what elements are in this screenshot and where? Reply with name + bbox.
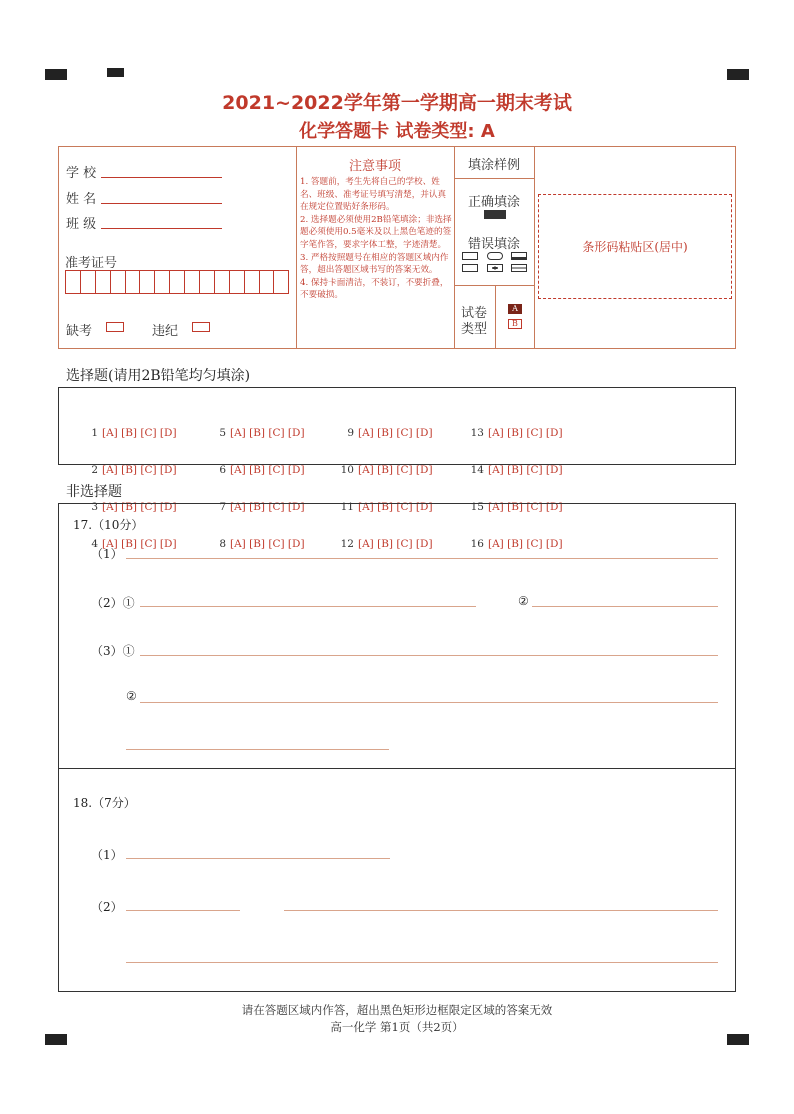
paper-type-a-option[interactable]: A	[508, 304, 522, 314]
mc-row[interactable]: 13 [A] [B] [C] [D]	[470, 426, 563, 439]
alignment-marker-top-right	[727, 69, 749, 80]
mc-row[interactable]: 6 [A] [B] [C] [D]	[219, 464, 305, 477]
school-field[interactable]	[101, 177, 222, 178]
nonmc-section-title: 非选择题	[66, 484, 122, 500]
school-label: 学 校	[66, 166, 97, 181]
q18-part2a-answer-line[interactable]	[126, 910, 240, 911]
name-field[interactable]	[101, 203, 222, 204]
fill-example-title: 填涂样例	[468, 158, 521, 173]
mc-row[interactable]: 1 [A] [B] [C] [D]	[91, 426, 177, 439]
name-label: 姓 名	[66, 192, 97, 207]
footer-page-number: 高一化学 第1页（共2页）	[330, 1020, 464, 1034]
mc-row[interactable]: 2 [A] [B] [C] [D]	[91, 464, 177, 477]
violation-label: 违纪	[152, 324, 179, 339]
q17-part3b-label: ②	[126, 689, 137, 703]
class-field[interactable]	[101, 228, 222, 229]
barcode-area	[538, 194, 732, 299]
mc-row[interactable]: 14 [A] [B] [C] [D]	[470, 464, 563, 477]
notice-item: 4. 保持卡面清洁，不装订，不要折叠，不要破损。	[300, 277, 449, 301]
mc-row[interactable]: 16 [A] [B] [C] [D]	[470, 538, 563, 551]
q17-part2a-answer-line[interactable]	[140, 606, 476, 607]
q18-part1-label: （1）	[91, 848, 123, 862]
mc-section-title: 选择题(请用2B铅笔均匀填涂)	[66, 368, 251, 384]
barcode-label: 条形码粘贴区(居中)	[582, 240, 688, 254]
q17-part2-label: （2）①	[91, 596, 135, 610]
wrong-fill-circle-icon	[487, 252, 503, 260]
mc-row[interactable]: 12 [A] [B] [C] [D]	[340, 538, 433, 551]
paper-type-label-2: 类型	[461, 322, 488, 337]
mc-row[interactable]: 7 [A] [B] [C] [D]	[219, 501, 305, 514]
mc-row[interactable]: 4 [A] [B] [C] [D]	[91, 538, 177, 551]
notice-item: 1. 答题前，考生先将自己的学校、姓名、班级、准考证号填写清楚，并认真在规定位置贴好条形码。	[300, 177, 447, 213]
q17-answer-box	[58, 503, 736, 769]
divider	[534, 146, 535, 349]
q18-heading: 18.（7分）	[73, 796, 136, 810]
q17-part3a-answer-line[interactable]	[140, 655, 718, 656]
exam-title: 2021~2022学年第一学期高一期末考试	[222, 92, 572, 114]
paper-type-b-option[interactable]: B	[508, 319, 522, 329]
mc-row[interactable]: 11 [A] [B] [C] [D]	[340, 501, 433, 514]
q17-part3c-answer-line[interactable]	[126, 749, 389, 750]
q17-part1-answer-line[interactable]	[126, 558, 718, 559]
divider	[495, 285, 496, 349]
alignment-marker-top-left-2	[107, 68, 124, 77]
mc-row[interactable]: 5 [A] [B] [C] [D]	[219, 426, 305, 439]
exam-subtitle: 化学答题卡 试卷类型: A	[299, 121, 495, 142]
q17-part1-label: （1）	[91, 547, 123, 561]
absent-checkbox[interactable]	[106, 322, 124, 332]
alignment-marker-bottom-left	[45, 1034, 67, 1045]
q18-part2-label: （2）	[91, 900, 123, 914]
wrong-fill-cross-icon	[462, 252, 478, 260]
q18-part2c-answer-line[interactable]	[126, 962, 718, 963]
notice-item: 2. 选择题必须使用2B铅笔填涂；非选择题必须使用0.5毫米及以上黑色笔迹的签字笔作答，要求字体工整，字迹清楚。	[300, 214, 452, 250]
q18-part2b-answer-line[interactable]	[284, 910, 718, 911]
mc-row[interactable]: 8 [A] [B] [C] [D]	[219, 538, 305, 551]
q17-part3-label: （3）①	[91, 644, 135, 658]
q17-part2b-label: ②	[518, 594, 529, 608]
notice-title: 注意事项	[348, 159, 401, 174]
wrong-fill-dot-icon	[487, 264, 503, 272]
mc-row[interactable]: 10 [A] [B] [C] [D]	[340, 464, 433, 477]
correct-fill-label: 正确填涂	[468, 195, 521, 210]
wrong-fill-tick-icon	[462, 264, 478, 272]
divider	[454, 146, 455, 349]
q17-part2b-answer-line[interactable]	[532, 606, 718, 607]
exam-id-label: 准考证号	[65, 256, 118, 271]
exam-id-grid[interactable]	[65, 270, 289, 294]
q18-answer-box	[58, 768, 736, 992]
divider	[454, 178, 534, 179]
divider	[454, 285, 534, 286]
wrong-fill-line-icon	[511, 264, 527, 272]
mc-row[interactable]: 3 [A] [B] [C] [D]	[91, 501, 177, 514]
paper-type-label-1: 试卷	[461, 306, 488, 321]
alignment-marker-top-left	[45, 69, 67, 80]
wrong-fill-label: 错误填涂	[468, 237, 521, 252]
q18-part1-answer-line[interactable]	[126, 858, 390, 859]
absent-label: 缺考	[66, 324, 93, 339]
correct-fill-mark	[484, 210, 506, 219]
notice-item: 3. 严格按照题号在相应的答题区域内作答，超出答题区域书写的答案无效。	[300, 252, 449, 276]
notice-list	[300, 176, 452, 302]
class-label: 班 级	[66, 217, 97, 232]
q17-heading: 17.（10分）	[73, 518, 144, 532]
divider	[296, 146, 297, 349]
footer-warning: 请在答题区域内作答，超出黑色矩形边框限定区域的答案无效	[241, 1003, 553, 1017]
mc-row[interactable]: 15 [A] [B] [C] [D]	[470, 501, 563, 514]
q17-part3b-answer-line[interactable]	[140, 702, 718, 703]
alignment-marker-bottom-right	[727, 1034, 749, 1045]
violation-checkbox[interactable]	[192, 322, 210, 332]
mc-row[interactable]: 9 [A] [B] [C] [D]	[347, 426, 433, 439]
wrong-fill-half-icon	[511, 252, 527, 260]
